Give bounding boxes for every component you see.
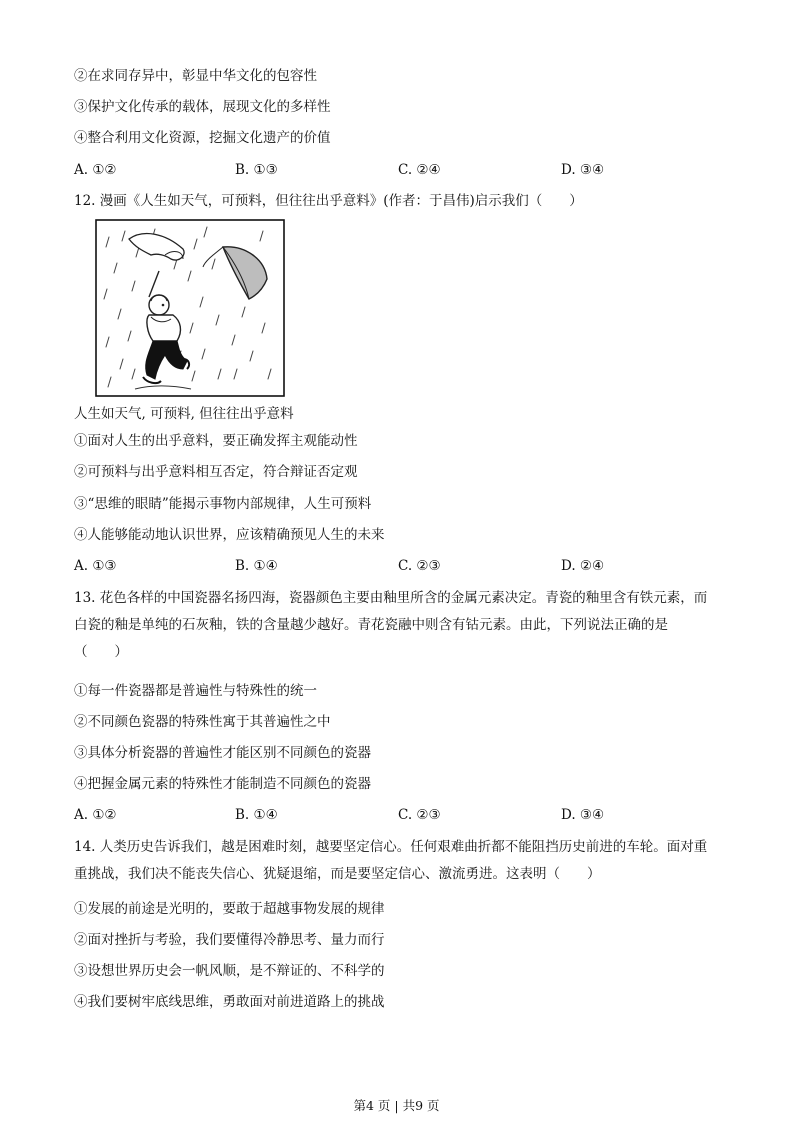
q12-cartoon-caption: 人生如天气, 可预料, 但往往出乎意料 [74,406,294,422]
q13-statement-3: ③具体分析瓷器的普遍性才能区别不同颜色的瓷器 [74,745,371,761]
q12-statement-4: ④人能够能动地认识世界，应该精确预见人生的未来 [74,527,385,543]
q14-statement-4: ④我们要树牢底线思维，勇敢面对前进道路上的挑战 [74,994,385,1010]
q12-stem: 12. 漫画《人生如天气，可预料，但往往出乎意料》(作者：于昌伟)启示我们（ ） [74,193,583,209]
q13-option-b: B. ①④ [235,807,278,823]
q12-option-a: A. ①③ [74,558,117,574]
q13-statement-1: ①每一件瓷器都是普遍性与特殊性的统一 [74,683,317,699]
q11-statement-2: ②在求同存异中，彰显中华文化的包容性 [74,68,317,84]
q14-stem: 14. 人类历史告诉我们，越是困难时刻，越要坚定信心。任何艰难曲折都不能阻挡历史前进的车轮。面对重重挑战，我们决不能丧失信心、犹疑退缩，而是要坚定信心、激流勇进。这表明（ ） [74,839,708,882]
q13-statement-2: ②不同颜色瓷器的特殊性寓于其普遍性之中 [74,714,331,730]
q11-option-a: A. ①② [74,162,117,178]
q12-statement-3: ③“思维的眼睛”能揭示事物内部规律，人生可预料 [74,496,372,512]
q12-cartoon-image [95,219,285,397]
q12-option-c: C. ②③ [398,558,441,574]
q13-stem: 13. 花色各样的中国瓷器名扬四海，瓷器颜色主要由釉里所含的金属元素决定。青瓷的釉里含有铁元素，而白瓷的釉是单纯的石灰釉，铁的含量越少越好。青花瓷融中则含有钴元素。由此，下列说法正确的是（ ） [74,590,708,660]
q13-option-a: A. ①② [74,807,117,823]
q13-option-c: C. ②③ [398,807,441,823]
q13-statement-4: ④把握金属元素的特殊性才能制造不同颜色的瓷器 [74,776,371,792]
q14-statement-1: ①发展的前途是光明的，要敢于超越事物发展的规律 [74,901,385,917]
q14-statement-3: ③设想世界历史会一帆风顺，是不辩证的、不科学的 [74,963,385,979]
q12-option-b: B. ①④ [235,558,278,574]
q11-statement-4: ④整合利用文化资源，挖掘文化遗产的价值 [74,130,331,146]
q13-option-d: D. ③④ [561,807,605,823]
q12-option-d: D. ②④ [561,558,605,574]
q14-statement-2: ②面对挫折与考验，我们要懂得冷静思考、量力而行 [74,932,385,948]
q11-option-d: D. ③④ [561,162,605,178]
q12-statement-1: ①面对人生的出乎意料，要正确发挥主观能动性 [74,433,358,449]
q11-statement-3: ③保护文化传承的载体，展现文化的多样性 [74,99,331,115]
q11-option-c: C. ②④ [398,162,441,178]
q11-option-b: B. ①③ [235,162,278,178]
q12-statement-2: ②可预料与出乎意料相互否定，符合辩证否定观 [74,464,358,480]
page-footer: 第4 页 | 共9 页 [353,1098,440,1113]
